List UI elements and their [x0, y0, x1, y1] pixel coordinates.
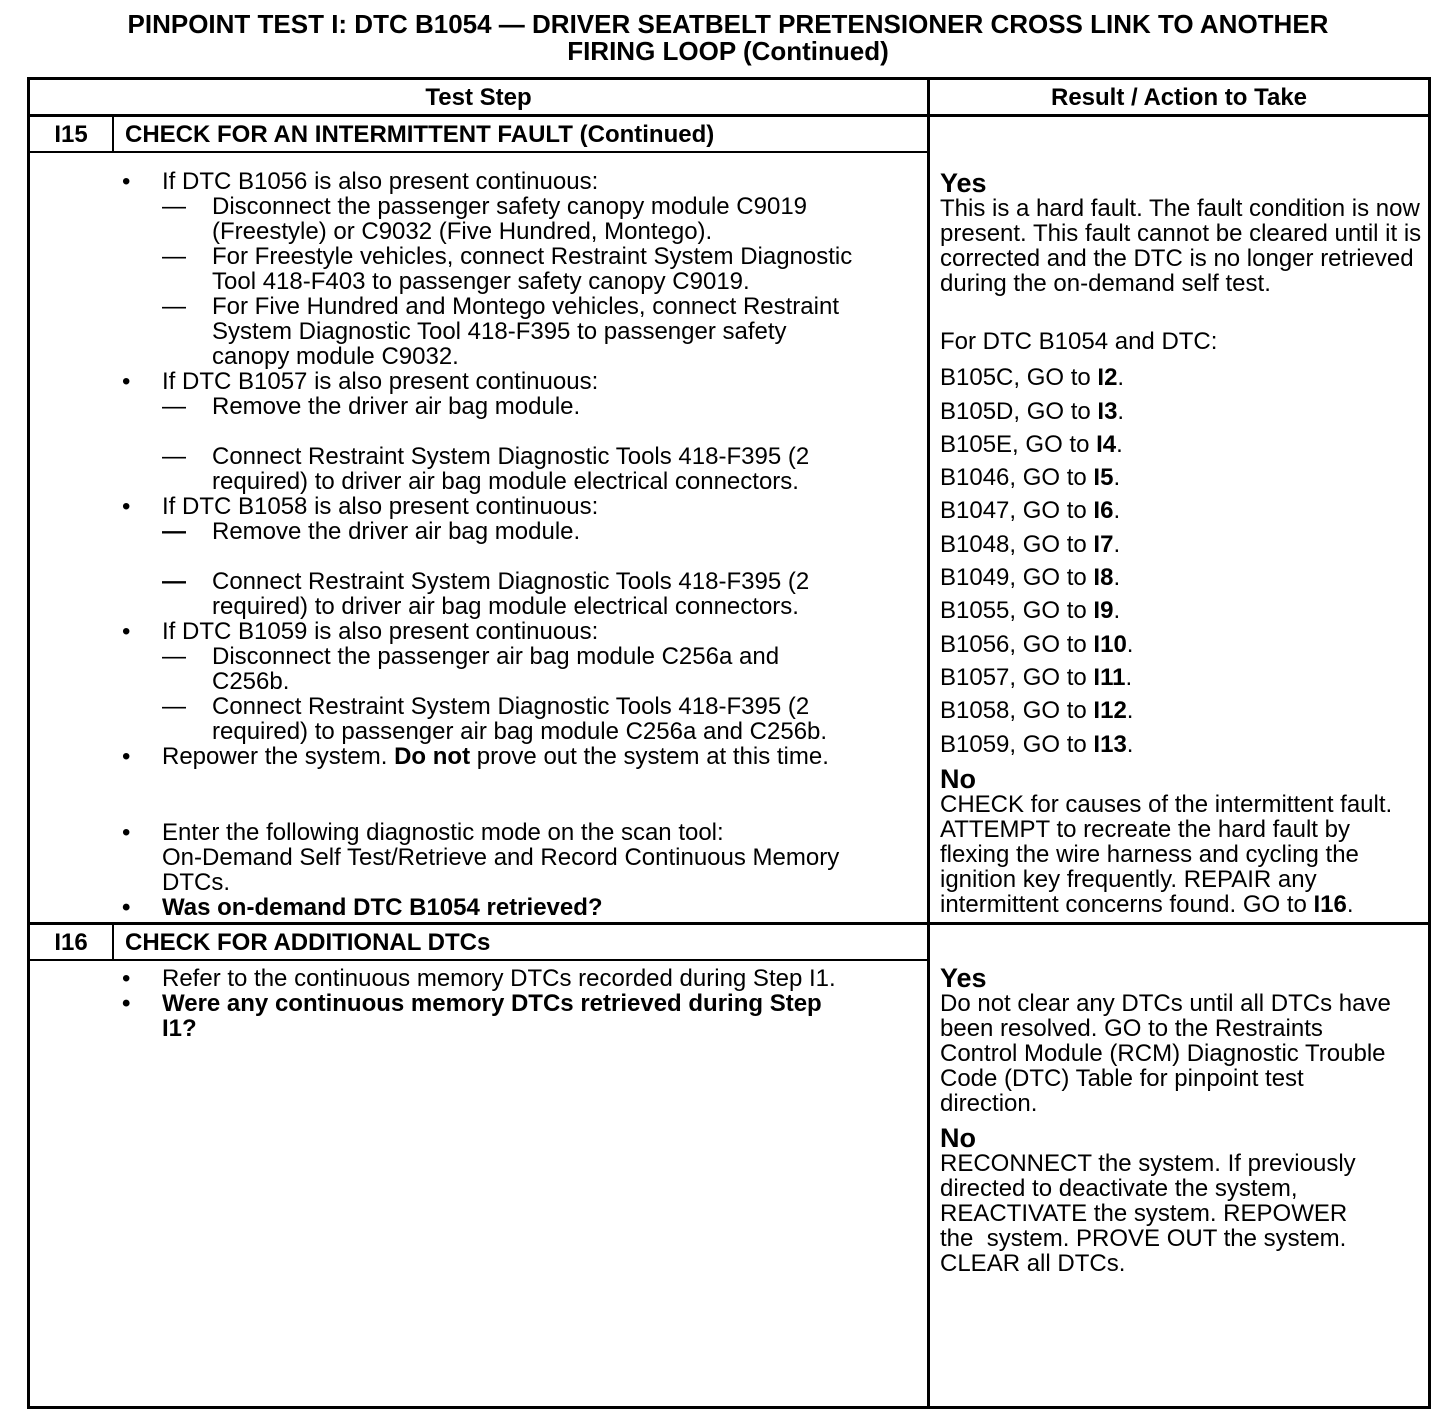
step-i15-line: Connect Restraint System Diagnostic Tools 418-F395 (2	[212, 568, 810, 595]
step-i15-title-divider	[30, 151, 927, 153]
goto-end: .	[1126, 697, 1134, 724]
dash-icon: —	[162, 643, 186, 670]
yes-label: Yes	[940, 168, 987, 198]
step-i15-line: For Five Hundred and Montego vehicles, connect Restraint	[212, 293, 839, 320]
no-label: No	[940, 764, 976, 794]
bullet-icon: •	[122, 618, 131, 645]
step-number-divider	[112, 117, 114, 152]
no-goto-text: intermittent concerns found. GO to	[940, 891, 1314, 918]
goto-item	[940, 665, 1132, 690]
goto-dtc: B1049, GO to	[940, 564, 1094, 591]
step-i15-line: Tool 418-F403 to passenger safety canopy C9019.	[212, 268, 750, 295]
goto-step: I6	[1093, 497, 1114, 524]
goto-end: .	[1116, 431, 1123, 458]
goto-step: I10	[1093, 631, 1127, 658]
pinpoint-test-table	[27, 77, 1431, 1409]
dash-icon: —	[162, 393, 186, 420]
goto-item	[940, 432, 1123, 457]
yes-line: Code (DTC) Table for pinpoint test	[940, 1065, 1304, 1092]
goto-end: .	[1113, 531, 1121, 558]
yes-line: been resolved. GO to the Restraints	[940, 1015, 1323, 1042]
step-i15-question: Was on-demand DTC B1054 retrieved?	[162, 894, 603, 921]
step-i15-line: If DTC B1058 is also present continuous:	[162, 493, 599, 520]
bullet-icon: •	[122, 368, 131, 395]
step-i15-line: Remove the driver air bag module.	[212, 518, 581, 545]
goto-end: .	[1126, 731, 1134, 758]
goto-step: I7	[1093, 531, 1114, 558]
bullet-icon: •	[122, 819, 131, 846]
no-line: flexing the wire harness and cycling the	[940, 841, 1359, 868]
goto-dtc: B1055, GO to	[940, 597, 1094, 624]
no-label: No	[940, 1123, 976, 1153]
prove-out-text: prove out the system at this time.	[470, 743, 829, 770]
step-i15-line: DTCs.	[162, 869, 230, 896]
goto-item	[940, 598, 1120, 623]
step-i15-line: canopy module C9032.	[212, 343, 459, 370]
goto-item	[940, 565, 1120, 590]
step-i15-line: (Freestyle) or C9032 (Five Hundred, Montego).	[212, 218, 713, 245]
goto-end: .	[1126, 631, 1134, 658]
no-line: the system. PROVE OUT the system.	[940, 1225, 1347, 1252]
goto-end: .	[1125, 664, 1133, 691]
step-i15-line: If DTC B1059 is also present continuous:	[162, 618, 599, 645]
step-i16-number: I16	[54, 929, 88, 956]
goto-dtc: B1059, GO to	[940, 731, 1094, 758]
goto-dtc: B105D, GO to	[940, 398, 1098, 425]
yes-label: Yes	[940, 963, 987, 993]
step-i16-line: Refer to the continuous memory DTCs recorded during Step I1.	[162, 965, 836, 992]
page-title	[28, 11, 1428, 65]
goto-dtc: B1058, GO to	[940, 697, 1094, 724]
do-not-text: Do not	[394, 743, 471, 770]
goto-dtc: B105E, GO to	[940, 431, 1097, 458]
step-i15-line: Connect Restraint System Diagnostic Tools 418-F395 (2	[212, 443, 810, 470]
no-line: ATTEMPT to recreate the hard fault by	[940, 816, 1350, 843]
step-i15-line: For Freestyle vehicles, connect Restraint System Diagnostic	[212, 243, 853, 270]
step-i15-line: Enter the following diagnostic mode on the scan tool:	[162, 819, 724, 846]
step-i15-line: Disconnect the passenger air bag module C256a and	[212, 643, 780, 670]
dash-icon: —	[162, 443, 186, 470]
goto-step: I3	[1097, 398, 1118, 425]
step-i16-title: CHECK FOR ADDITIONAL DTCs	[125, 929, 491, 956]
step-i15-line: Disconnect the passenger safety canopy module C9019	[212, 193, 808, 220]
step-i15-line	[162, 744, 829, 769]
step-i15-line: Connect Restraint System Diagnostic Tools 418-F395 (2	[212, 693, 810, 720]
repower-text: Repower the system.	[162, 743, 395, 770]
no-line: REACTIVATE the system. REPOWER	[940, 1200, 1348, 1227]
header-test-step: Test Step	[425, 84, 532, 111]
step-i15-line: Remove the driver air bag module.	[212, 393, 581, 420]
no-line	[940, 892, 1430, 917]
dash-icon: —	[162, 193, 186, 220]
bullet-icon: •	[122, 743, 131, 770]
goto-end: .	[1117, 364, 1125, 391]
dtc-intro: For DTC B1054 and DTC:	[940, 328, 1218, 355]
step-i16-title-divider	[30, 959, 927, 961]
goto-dtc: B1056, GO to	[940, 631, 1094, 658]
goto-item	[940, 498, 1120, 523]
goto-item	[940, 632, 1133, 657]
dash-icon: —	[162, 293, 186, 320]
goto-step: I11	[1093, 664, 1126, 691]
yes-line: direction.	[940, 1090, 1038, 1117]
step-i16-result-yes	[940, 965, 1430, 1116]
bullet-icon: •	[122, 965, 131, 992]
goto-item	[940, 465, 1120, 490]
yes-line: Control Module (RCM) Diagnostic Trouble	[940, 1040, 1386, 1067]
goto-end: .	[1113, 497, 1121, 524]
column-divider	[927, 80, 930, 1406]
step-i16-question: I1?	[162, 1015, 197, 1042]
goto-item	[940, 532, 1120, 557]
step-i15-title: CHECK FOR AN INTERMITTENT FAULT (Continued)	[125, 121, 715, 148]
goto-step: I12	[1093, 697, 1127, 724]
no-goto-end: .	[1346, 891, 1354, 918]
goto-step: I9	[1093, 597, 1114, 624]
title-line-2: FIRING LOOP (Continued)	[567, 36, 889, 66]
goto-item	[940, 732, 1133, 757]
step-i16-result-no	[940, 1125, 1430, 1276]
no-line: ignition key frequently. REPAIR any	[940, 866, 1317, 893]
goto-item	[940, 399, 1124, 424]
goto-dtc: B1047, GO to	[940, 497, 1094, 524]
step-number-divider	[112, 925, 114, 960]
step-i15-line: required) to driver air bag module electrical connectors.	[212, 468, 799, 495]
step-i15-line: If DTC B1057 is also present continuous:	[162, 368, 599, 395]
no-line: CLEAR all DTCs.	[940, 1250, 1126, 1277]
step-i15-line: required) to passenger air bag module C256a and C256b.	[212, 718, 828, 745]
goto-step: I13	[1093, 731, 1127, 758]
goto-dtc: B1048, GO to	[940, 531, 1094, 558]
goto-end: .	[1113, 564, 1121, 591]
step-i15-line: required) to driver air bag module electrical connectors.	[212, 593, 799, 620]
goto-item	[940, 698, 1133, 723]
goto-dtc: B1057, GO to	[940, 664, 1094, 691]
bullet-icon: •	[122, 168, 131, 195]
yes-line: Do not clear any DTCs until all DTCs have	[940, 990, 1391, 1017]
step-i15-line: On-Demand Self Test/Retrieve and Record Continuous Memory	[162, 844, 840, 871]
goto-step: I2	[1097, 364, 1118, 391]
goto-end: .	[1117, 398, 1125, 425]
step-i15-line: System Diagnostic Tool 418-F395 to passenger safety	[212, 318, 787, 345]
goto-step: I4	[1096, 431, 1117, 458]
goto-dtc: B1046, GO to	[940, 464, 1094, 491]
no-line: RECONNECT the system. If previously	[940, 1150, 1356, 1177]
bullet-icon: •	[122, 990, 131, 1017]
step-i15-result-yes	[940, 170, 1430, 296]
dash-icon: —	[162, 568, 186, 595]
goto-end: .	[1113, 597, 1121, 624]
step-i15-number: I15	[54, 121, 88, 148]
header-result: Result / Action to Take	[1050, 84, 1308, 111]
goto-dtc: B105C, GO to	[940, 364, 1098, 391]
step-i15-line: C256b.	[212, 668, 290, 695]
no-line: CHECK for causes of the intermittent fault.	[940, 791, 1393, 818]
bullet-icon: •	[122, 493, 131, 520]
dash-icon: —	[162, 243, 186, 270]
goto-item	[940, 365, 1124, 390]
goto-end: .	[1113, 464, 1121, 491]
bullet-icon: •	[122, 894, 131, 921]
step-i16-question: Were any continuous memory DTCs retrieved during Step	[162, 990, 822, 1017]
no-line: directed to deactivate the system,	[940, 1175, 1298, 1202]
yes-text: This is a hard fault. The fault condition is now present. This fault cannot be cleared until it is corrected and the DTC is no longer retrieved during the on-demand self test.	[940, 195, 1422, 297]
step-i15-line: If DTC B1056 is also present continuous:	[162, 168, 599, 195]
goto-step: I8	[1093, 564, 1114, 591]
dash-icon: —	[162, 518, 186, 545]
goto-step: I5	[1093, 464, 1114, 491]
title-line-1: PINPOINT TEST I: DTC B1054 — DRIVER SEATBELT PRETENSIONER CROSS LINK TO ANOTHER	[127, 9, 1329, 39]
dash-icon: —	[162, 693, 186, 720]
no-goto-step: I16	[1313, 891, 1347, 918]
step-i15-result-no	[940, 766, 1430, 917]
